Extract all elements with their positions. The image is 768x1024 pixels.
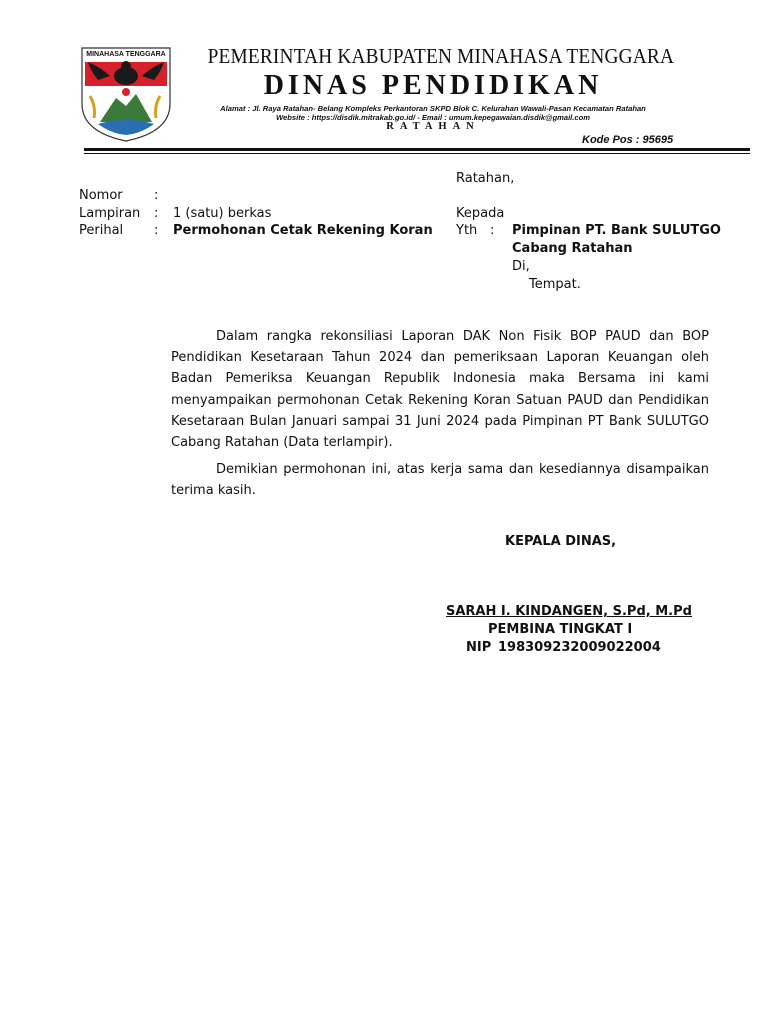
body-paragraph-1: Dalam rangka rekonsiliasi Laporan DAK Non Fisik BOP PAUD dan BOP Pendidikan Kesetaraan Tahun 2024 dan pemeriksaan Laporan Keuangan oleh Badan Pemeriksa Keuangan Republik Indonesia maka Bersama ini kami menyampaikan permohonan Cetak Rekening Koran Satuan PAUD dan Pendidikan Kesetaraan Bulan Januari sampai 31 Juni 2024 pada Pimpinan PT Bank SULUTGO Cabang Ratahan (Data terlampir). (171, 329, 709, 451)
recipient-line-2: Cabang Ratahan (512, 241, 633, 256)
letterhead-divider-thin (84, 153, 750, 154)
lampiran-label: Lampiran (79, 206, 141, 221)
office-town: RATAHAN (386, 121, 480, 132)
kepada-label: Kepada (456, 206, 505, 221)
nomor-colon: : (154, 188, 159, 203)
office-name: DINAS PENDIDIKAN (263, 70, 603, 101)
emblem-label: MINAHASA TENGGARA (86, 51, 166, 58)
lampiran-value: 1 (satu) berkas (173, 206, 272, 221)
perihal-colon: : (154, 223, 159, 238)
recipient-line-3: Di, (512, 259, 530, 274)
nip-label: NIP (466, 640, 492, 655)
regency-emblem (80, 46, 172, 142)
recipient-line-1: Pimpinan PT. Bank SULUTGO (512, 223, 721, 238)
signature-title: KEPALA DINAS, (505, 534, 617, 549)
signatory-rank: PEMBINA TINGKAT I (488, 622, 633, 637)
recipient-line-4: Tempat. (529, 277, 581, 292)
perihal-value: Permohonan Cetak Rekening Koran (173, 223, 433, 238)
letterhead-divider-thick (84, 148, 750, 151)
signatory-name: SARAH I. KINDANGEN, S.Pd, M.Pd (446, 604, 692, 619)
body-paragraph-2: Demikian permohonan ini, atas kerja sama dan kesediannya disampaikan terima kasih. (171, 462, 709, 499)
yth-label: Yth (456, 223, 478, 238)
postal-code: Kode Pos : 95695 (582, 134, 674, 146)
nip-value: 198309232009022004 (498, 640, 661, 655)
nomor-label: Nomor (79, 188, 123, 203)
place-date: Ratahan, (456, 171, 515, 186)
office-address: Alamat : Jl. Raya Ratahan- Belang Kompleks Perkantoran SKPD Blok C. Kelurahan Wawali-Pasan Kecamatan Ratahan (220, 104, 646, 113)
yth-colon: : (490, 223, 495, 238)
office-website-email: Website : https://disdik.mitrakab.go.id/ - Email : umum.kepegawaian.disdik@gmail.com (275, 113, 591, 122)
lampiran-colon: : (154, 206, 159, 221)
perihal-label: Perihal (79, 223, 124, 238)
government-name: PEMERINTAH KABUPATEN MINAHASA TENGGARA (207, 44, 675, 68)
